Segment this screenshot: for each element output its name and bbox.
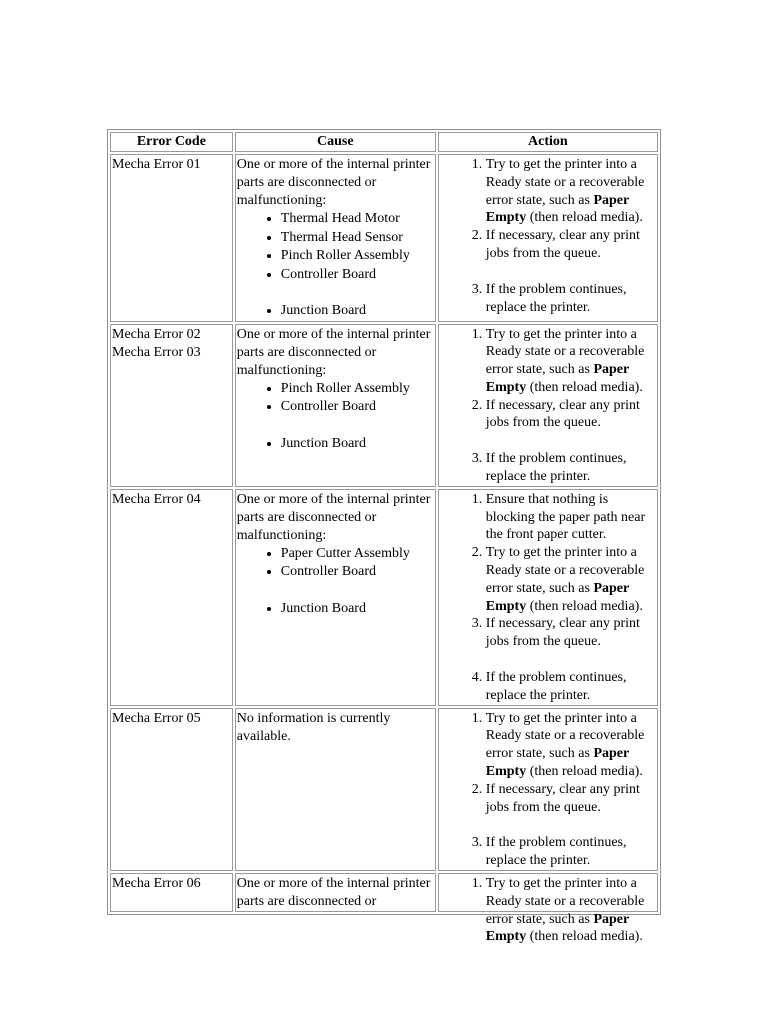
action-text: (then reload media). — [526, 598, 643, 614]
cause-text: No information is currently available. — [236, 710, 391, 744]
action-text-bold: Paper Empty — [485, 746, 629, 780]
list-item: • Paper Cutter Assembly — [281, 545, 434, 564]
action-steps — [440, 326, 656, 486]
error-code: Mecha Error 02 — [112, 326, 201, 342]
error-code-cell — [110, 324, 233, 487]
action-step — [486, 875, 656, 946]
action-step: 3. If the problem continues, replace the printer. — [486, 281, 656, 317]
action-step — [486, 710, 656, 781]
cause-text: One or more of the internal printer parts are disconnected or — [236, 876, 431, 910]
table-row — [110, 708, 658, 871]
action-cell — [438, 154, 658, 322]
error-code: Mecha Error 06 — [112, 876, 201, 892]
action-step: 2. If necessary, clear any print jobs from the queue. — [486, 227, 656, 263]
error-code-cell — [110, 489, 233, 706]
action-step: 3. If the problem continues, replace the printer. — [486, 834, 656, 870]
action-step: 3. If necessary, clear any print jobs from the queue. — [486, 615, 656, 651]
cause-text: One or more of the internal printer parts are disconnected or malfunctioning: — [236, 157, 431, 208]
cause-cell — [235, 154, 436, 322]
header-cause: Cause — [235, 132, 436, 152]
action-text: (then reload media). — [526, 210, 643, 226]
cell-clip — [440, 875, 656, 945]
action-step — [486, 544, 656, 615]
action-text: Try to get the printer into a Ready state or a recoverable error state, such as — [485, 157, 645, 208]
error-code-cell — [110, 873, 233, 912]
action-cell — [438, 324, 658, 487]
list-item: • Junction Board — [281, 435, 434, 454]
list-item: • Pinch Roller Assembly — [281, 380, 434, 399]
cause-cell — [235, 324, 436, 487]
action-text: (then reload media). — [526, 764, 643, 780]
list-item: • Controller Board — [281, 563, 434, 582]
cause-text: One or more of the internal printer parts are disconnected or malfunctioning: — [236, 326, 431, 378]
cell-clip — [112, 875, 231, 911]
error-code-cell — [110, 154, 233, 322]
list-item: • Junction Board — [281, 600, 434, 619]
error-code-cell — [110, 708, 233, 871]
error-code-table — [107, 129, 661, 945]
error-code: Mecha Error 03 — [112, 344, 201, 360]
action-cell — [438, 873, 658, 945]
action-steps — [440, 156, 656, 316]
action-step: 2. If necessary, clear any print jobs from the queue. — [486, 781, 656, 817]
cause-part-list — [237, 380, 434, 454]
list-item: • Junction Board — [281, 302, 434, 321]
cause-cell — [235, 708, 436, 871]
list-item: • Pinch Roller Assembly — [281, 247, 434, 266]
header-error-code: Error Code — [110, 132, 233, 152]
action-text: Try to get the printer into a Ready state or a recoverable error state, such as — [485, 545, 645, 596]
list-item: • Thermal Head Sensor — [281, 229, 434, 248]
action-text: Try to get the printer into a Ready state or a recoverable error state, such as — [485, 710, 645, 762]
header-action: Action — [438, 132, 658, 152]
cause-cell — [235, 873, 436, 912]
action-text-bold: Paper Empty — [485, 580, 629, 614]
action-text-bold: Paper Empty — [485, 192, 629, 226]
cell-clip — [237, 875, 434, 911]
table-header-row — [110, 132, 658, 152]
table-row — [110, 489, 658, 706]
action-step: 1. Ensure that nothing is blocking the paper path near the front paper cutter. — [486, 491, 656, 544]
table-row — [110, 154, 658, 322]
list-item: • Thermal Head Motor — [281, 210, 434, 229]
action-step: 3. If the problem continues, replace the printer. — [486, 450, 656, 486]
action-text-bold: Paper Empty — [485, 911, 629, 945]
error-code: Mecha Error 04 — [112, 491, 201, 507]
action-text-bold: Paper Empty — [485, 362, 629, 395]
cause-part-list — [237, 545, 434, 619]
action-steps — [440, 710, 656, 870]
list-item: • Controller Board — [281, 266, 434, 285]
action-text: (then reload media). — [526, 929, 643, 945]
cause-text: One or more of the internal printer parts are disconnected or malfunctioning: — [236, 491, 431, 543]
error-code: Mecha Error 05 — [112, 710, 201, 726]
action-cell — [438, 489, 658, 706]
action-step — [486, 156, 656, 227]
action-text: Try to get the printer into a Ready state or a recoverable error state, such as — [485, 326, 645, 378]
table-row — [110, 873, 658, 912]
action-step: 2. If necessary, clear any print jobs from the queue. — [486, 397, 656, 433]
action-steps — [440, 875, 656, 946]
action-step: 4. If the problem continues, replace the printer. — [486, 669, 656, 705]
table-row — [110, 324, 658, 487]
action-cell — [438, 708, 658, 871]
list-item: • Controller Board — [281, 398, 434, 417]
action-text: Try to get the printer into a Ready state or a recoverable error state, such as — [485, 876, 645, 927]
action-text: (then reload media). — [526, 379, 643, 395]
error-code: Mecha Error 01 — [112, 157, 201, 172]
action-step — [486, 326, 656, 397]
action-steps — [440, 491, 656, 705]
cause-cell — [235, 489, 436, 706]
cause-part-list — [237, 210, 434, 321]
